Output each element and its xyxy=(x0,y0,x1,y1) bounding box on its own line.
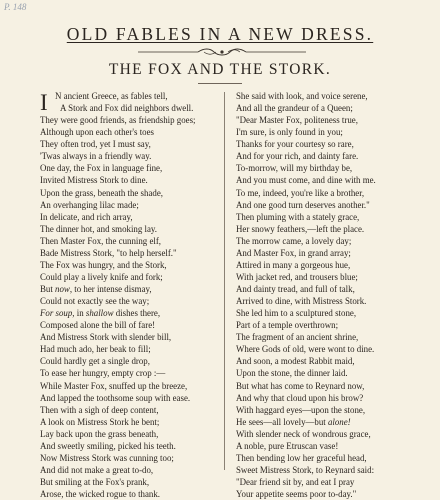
verse-line: Had much ado, her beak to fill; xyxy=(40,344,151,355)
verse-line: Invited Mistress Stork to dine. xyxy=(40,175,148,186)
page-title: OLD FABLES IN A NEW DRESS. xyxy=(66,24,374,44)
verse-line: But now, to her intense dismay, xyxy=(40,284,152,294)
verse-line: Now Mistress Stork was cunning too; xyxy=(40,452,174,463)
poem-column-right xyxy=(236,90,426,500)
verse-line: The dinner hot, and smoking lay. xyxy=(40,223,157,234)
verse-line: Could play a lively knife and fork; xyxy=(40,271,163,282)
verse-line: The Fox was hungry, and the Stork, xyxy=(40,259,167,270)
verse-line: They often trod, yet I must say, xyxy=(40,139,151,150)
drop-cap: I xyxy=(40,90,48,115)
verse-line: But what has come to Reynard now, xyxy=(236,380,365,391)
verse-line: Then with a sigh of deep content, xyxy=(40,404,159,415)
verse-line: Where Gods of old, were wont to dine. xyxy=(236,344,375,355)
verse-line: "Dear friend sit by, and eat I pray xyxy=(236,477,355,487)
verse-line: Upon the stone, the dinner laid. xyxy=(236,368,348,379)
verse-line: And sweetly smiling, picked his teeth. xyxy=(40,440,176,451)
verse-line: The morrow came, a lovely day; xyxy=(236,235,352,246)
verse-line: To-morrow, will my birthday be, xyxy=(236,163,353,174)
verse-line: To me, indeed, you're like a brother, xyxy=(236,187,365,198)
verse-line: Attired in many a gorgeous hue, xyxy=(236,259,351,270)
verse-line: While Master Fox, snuffed up the breeze, xyxy=(40,380,188,391)
verse-line: And one good turn deserves another." xyxy=(236,199,370,210)
verse-line: Sweet Mistress Stork, to Reynard said: xyxy=(236,464,375,475)
verse-line: In delicate, and rich array, xyxy=(40,211,133,222)
verse-line: But smiling at the Fox's prank, xyxy=(40,477,150,487)
verse-line: And Mistress Stork with slender bill, xyxy=(40,332,172,343)
verse-line: She led him to a sculptured stone, xyxy=(236,308,357,319)
title-rule xyxy=(198,83,242,84)
verse-line: Then Master Fox, the cunning elf, xyxy=(40,235,162,246)
verse-line: A look on Mistress Stork he bent; xyxy=(40,416,160,427)
verse-line: The fragment of an ancient shrine, xyxy=(236,332,359,343)
verse-line: Lay back upon the grass beneath, xyxy=(40,428,159,439)
verse-line: Could hardly get a single drop, xyxy=(40,356,150,367)
verse-line: N ancient Greece, as fables tell, xyxy=(55,91,168,101)
verse-line: Then bending low her graceful head, xyxy=(236,452,367,463)
verse-line: I'm sure, is only found in you; xyxy=(236,127,343,138)
verse-line: And you must come, and dine with me. xyxy=(236,175,376,186)
verse-line: A Stork and Fox did neighbors dwell. xyxy=(60,103,194,114)
verse-line: "Dear Master Fox, politeness true, xyxy=(236,115,358,126)
verse-line: Composed alone the bill of fare! xyxy=(40,320,156,331)
poem-column-left xyxy=(40,90,218,500)
verse-line: And soon, a modest Rabbit maid, xyxy=(236,356,355,367)
verse-line: Upon the grass, beneath the shade, xyxy=(40,187,163,198)
verse-line: An overhanging lilac made; xyxy=(40,199,139,210)
verse-line: Could not exactly see the way; xyxy=(40,296,150,307)
verse-line: For soup, in shallow dishes there, xyxy=(40,308,161,319)
ornament-divider xyxy=(138,48,306,56)
verse-line: Then pluming with a stately grace, xyxy=(236,211,360,222)
verse-line: 'Twas always in a friendly way. xyxy=(40,151,152,162)
verse-line: Your appetite seems poor to-day." xyxy=(236,489,357,500)
verse-line: And did not make a great to-do, xyxy=(40,464,154,475)
verse-line: With jacket red, and trousers blue; xyxy=(236,271,358,282)
verse-line: He sees—all lovely—but alone! xyxy=(236,416,351,427)
verse-line: With slender neck of wondrous grace, xyxy=(236,428,371,439)
verse-line: Part of a temple overthrown; xyxy=(236,320,339,331)
verse-line: Bade Mistress Stork, "to help herself." xyxy=(40,247,177,258)
verse-line: Her snowy feathers,—left the place. xyxy=(236,223,365,234)
corner-pencil-note: P. 148 xyxy=(4,2,27,12)
verse-line: She said with look, and voice serene, xyxy=(236,91,368,101)
verse-line: Arrived to dine, with Mistress Stork. xyxy=(236,296,367,307)
verse-line: Arose, the wicked rogue to thank. xyxy=(40,489,161,500)
verse-line: Although upon each other's toes xyxy=(40,127,154,138)
verse-line: And for your rich, and dainty fare. xyxy=(236,151,359,162)
story-title: THE FOX AND THE STORK. xyxy=(108,61,332,78)
column-divider xyxy=(224,92,225,470)
verse-line: Thanks for your courtesy so rare, xyxy=(236,139,354,150)
verse-line: With haggard eyes—upon the stone, xyxy=(236,404,366,415)
verse-line: And all the grandeur of a Queen; xyxy=(236,103,353,114)
verse-line: To ease her hungry, empty crop :— xyxy=(40,368,166,379)
verse-line: A noble, pure Etruscan vase! xyxy=(236,440,339,451)
verse-line: And why that cloud upon his brow? xyxy=(236,392,364,403)
verse-line: They were good friends, as friendship goes; xyxy=(40,115,196,126)
verse-line: And Master Fox, in grand array; xyxy=(236,247,351,258)
verse-line: One day, the Fox in language fine, xyxy=(40,163,163,174)
verse-line: And dainty tread, and full of talk, xyxy=(236,284,355,294)
verse-line: And lapped the toothsome soup with ease. xyxy=(40,392,191,403)
